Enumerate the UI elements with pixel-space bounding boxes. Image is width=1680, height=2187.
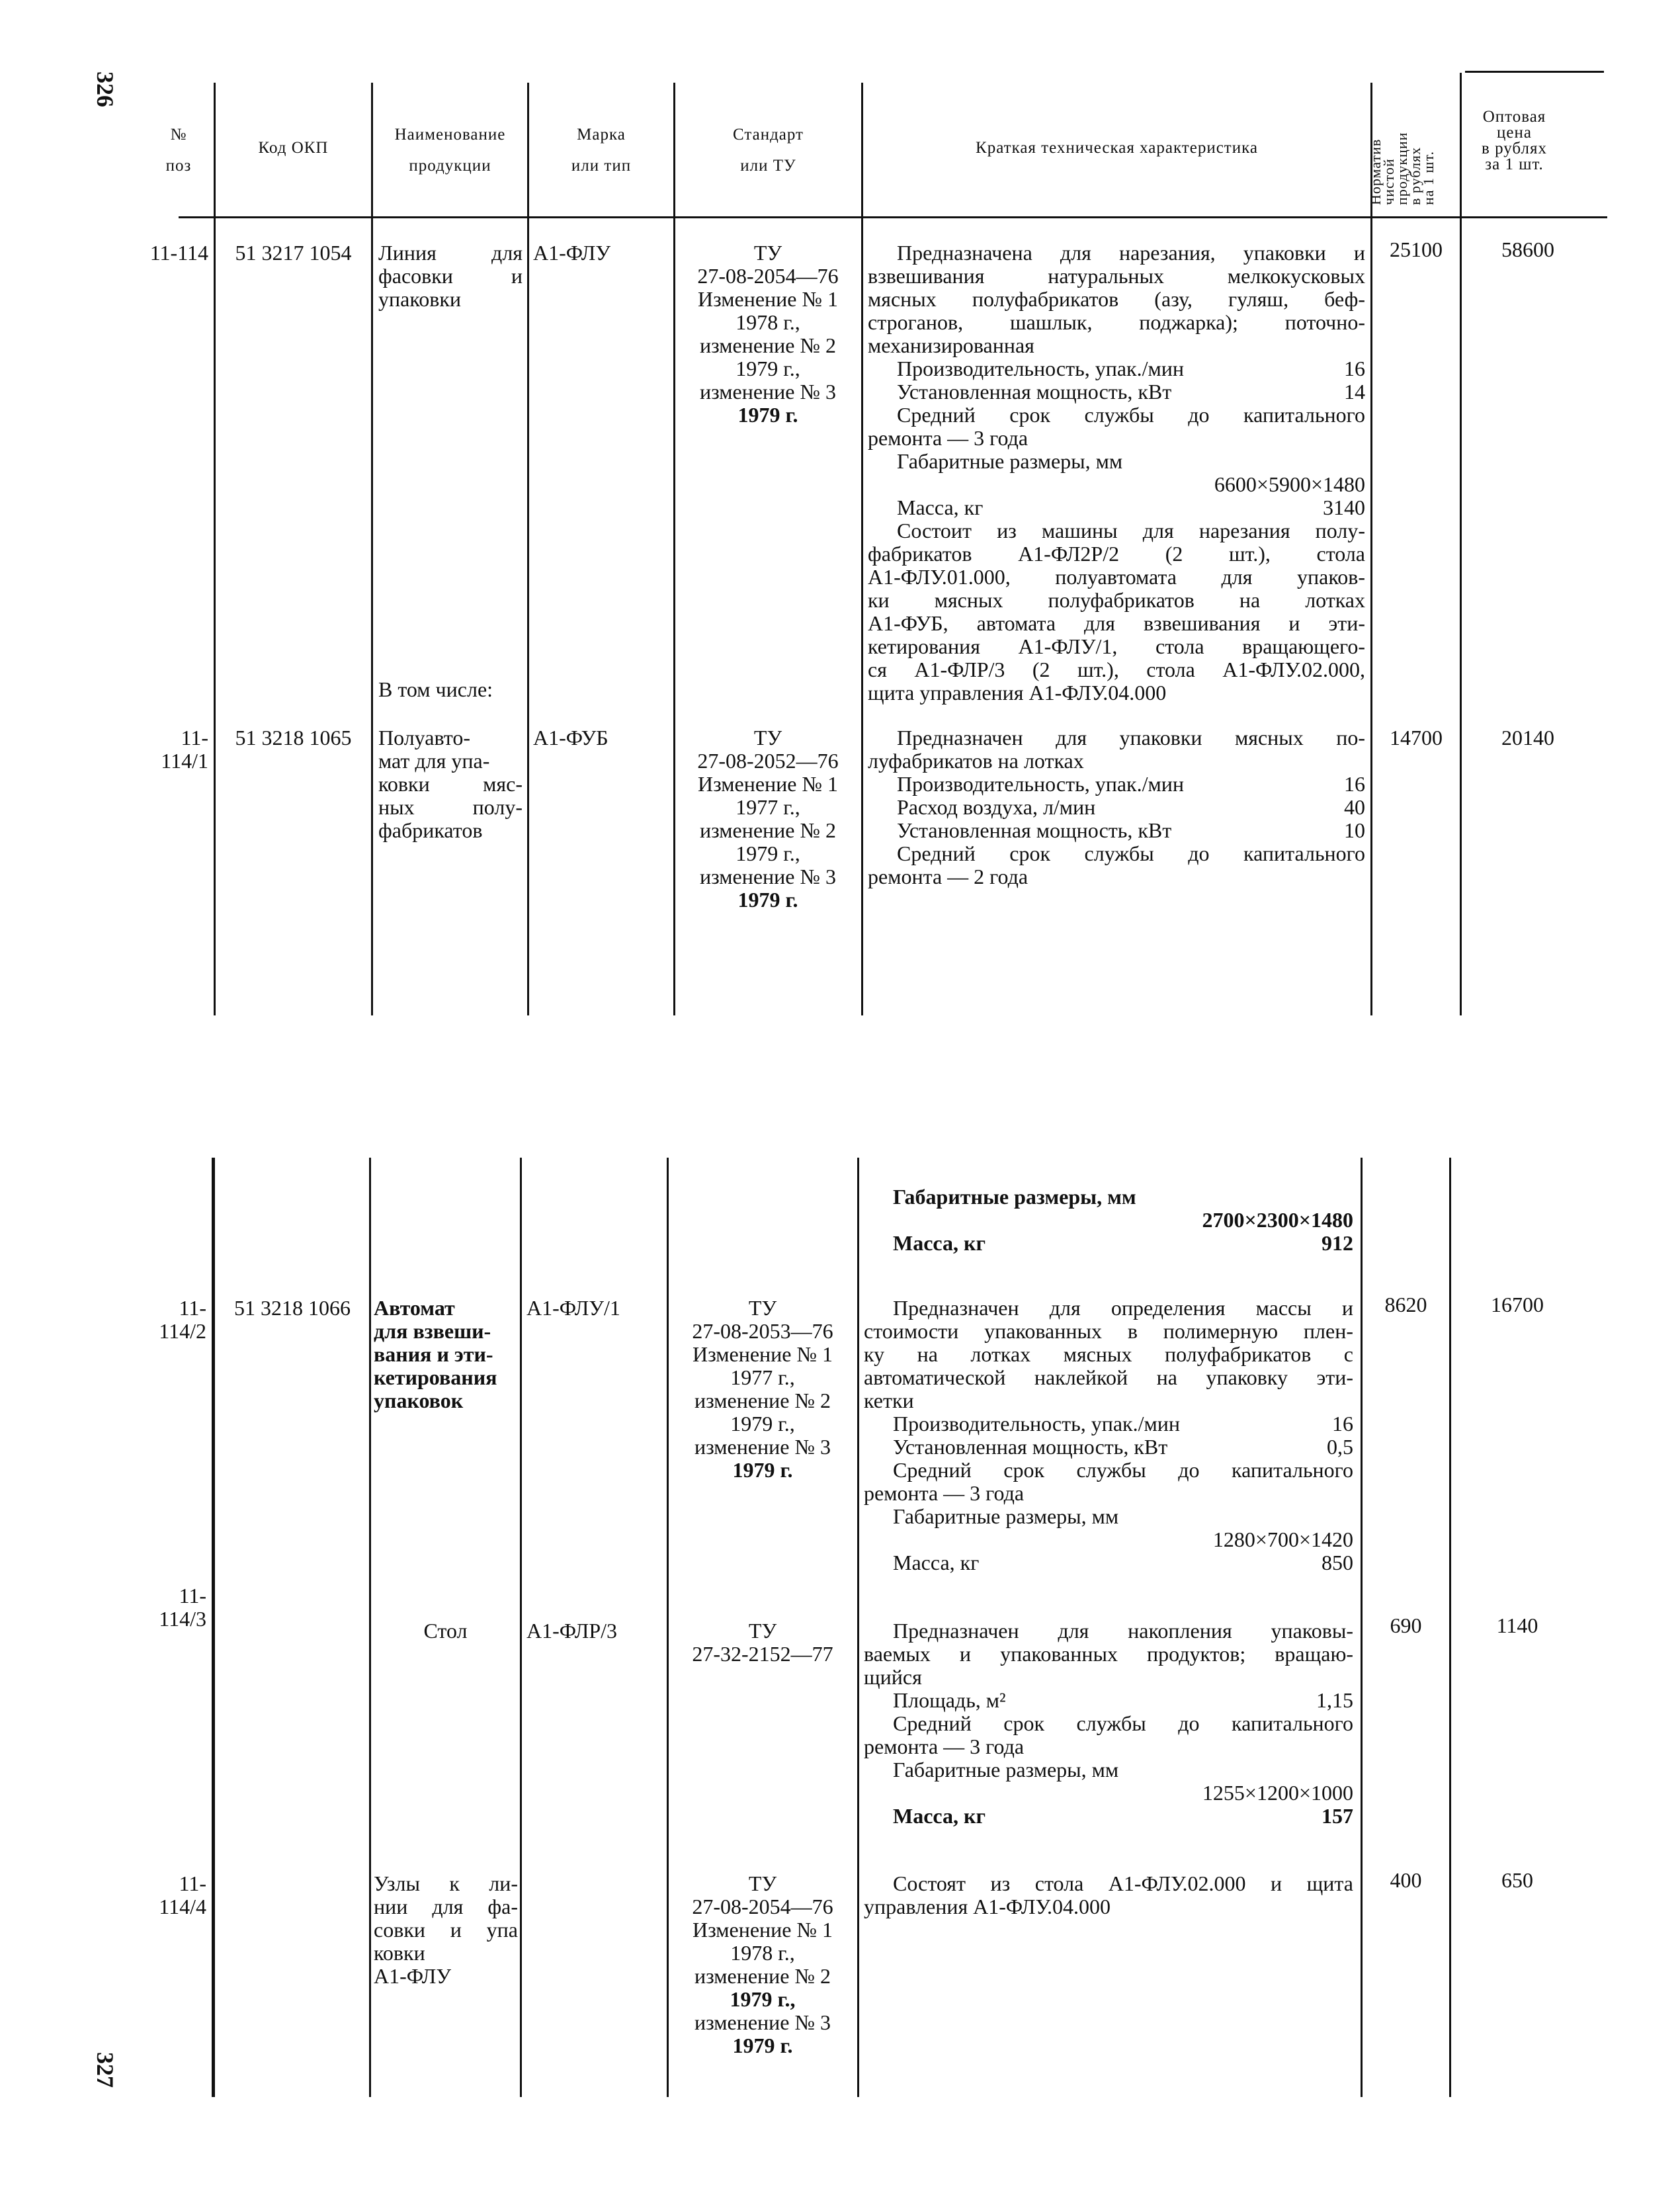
row-okp: 51 3218 1065 [235, 726, 352, 750]
row-pos: 11- 114/1 [161, 726, 208, 773]
header-standard: Стандарт или ТУ [733, 126, 804, 175]
row-description: Состоят из стола А1-ФЛУ.02.000 и щита управления А1-ФЛУ.04.000 [864, 1871, 1353, 1918]
row-standard: ТУ 27-08-2053—76 Изменение № 1 1977 г., изменение № 2 1979 г., изменение № 3 1979 г. [692, 1296, 833, 1482]
row-name: Автомат для взвеши- вания и эти- кетирования упаковок [374, 1296, 497, 1412]
row-standard: ТУ 27-08-2054—76 Изменение № 1 1978 г., изменение № 2 1979 г., изменение № 3 1979 г. [697, 241, 839, 427]
page-number-top: 326 [92, 71, 118, 107]
row-name: Полуавто- мат для упа- ковки мяс- ных полу- фабрикатов [378, 726, 523, 842]
row-norm: 25100 [1390, 237, 1443, 261]
carry-over-specs: Габаритные размеры, мм 2700×2300×1480 Масса, кг 912 [893, 1185, 1353, 1255]
row-pos: 11- 114/2 [159, 1296, 206, 1343]
row-price: 650 [1501, 1868, 1533, 1892]
row-name: Стол [423, 1619, 468, 1643]
row-description: Предназначен для упаковки мясных по- луфабрикатов на лотках Производительность, упак./мин 16 Расход воздуха, л/мин 40 Установленная мощность, кВт 10 Средний срок службы до капитального ремонта — 2 года [868, 726, 1365, 888]
row-norm: 8620 [1384, 1293, 1427, 1316]
row-description: Предназначен для определения массы и стоимости упакованных в полимерную плен- ку на лотках мясных полуфабрикатов с автоматической наклейкой на упаковку эти- кетки Производительность, упак./мин 16 Установленная мощность, кВт 0,5 Средний срок службы до капитального ремонта — 3 года Габаритные размеры, мм 1280×700×1420 Масса, кг 850 [864, 1296, 1353, 1574]
row-mark: А1-ФЛУ [533, 241, 610, 265]
row-subnote: В том числе: [378, 677, 493, 701]
row-norm: 400 [1390, 1868, 1422, 1892]
header-okp: Код ОКП [258, 139, 329, 157]
header-mark: Марка или тип [571, 126, 632, 175]
row-norm: 14700 [1390, 726, 1443, 750]
row-mark: А1-ФЛУ/1 [526, 1296, 620, 1320]
row-description: Предназначен для накопления упаковы- ваемых и упакованных продуктов; вращаю- щийся Площадь, м² 1,15 Средний срок службы до капитального ремонта — 3 года Габаритные размеры, мм 1255×1200×1000 Масса, кг 157 [864, 1619, 1353, 1828]
row-standard: ТУ 27-32-2152—77 [692, 1619, 833, 1666]
row-mark: А1-ФЛР/3 [526, 1619, 618, 1643]
row-okp: 51 3217 1054 [235, 241, 352, 265]
row-norm: 690 [1390, 1613, 1422, 1637]
header-pos: № поз [165, 126, 192, 175]
header-price: Оптовая цена в рублях за 1 шт. [1482, 108, 1547, 173]
row-price: 20140 [1501, 726, 1554, 750]
row-price: 58600 [1501, 237, 1554, 261]
header-norm: Норматив чистой продукции в рублях на 1 шт. [1367, 132, 1437, 205]
header-name: Наименование продукции [394, 126, 506, 175]
header-spec: Краткая техническая характеристика [976, 139, 1258, 157]
row-price: 1140 [1496, 1613, 1538, 1637]
row-name: Линия для фасовки и упаковки [378, 241, 523, 311]
row-name: Узлы к ли- нии для фа- совки и упа ковки А1-ФЛУ [374, 1871, 518, 1988]
row-description: Предназначена для нарезания, упаковки и взвешивания натуральных мелкокусковых мясных полуфабрикатов (азу, гуляш, беф- строганов, шашлык, поджарка); поточно- механизированная Производительность, упак./мин 16 Установленная мощность, кВт 14 Средний срок службы до капитального ремонта — 3 года Габаритные размеры, мм 6600×5900×1480 Масса, кг 3140 Состоит из машины для нарезания полу- фабрикатов А1-ФЛ2Р/2 (2 шт.), стола А1-ФЛУ.01.000, полуавтомата для упаков- ки мясных полуфабрикатов на лотках А1-ФУБ, автомата для взвешивания и эти- кетирования А1-ФЛУ/1, стола вращающего- ся А1-ФЛР/3 (2 шт.), стола А1-ФЛУ.02.000, щита управления А1-ФЛУ.04.000 [868, 241, 1365, 705]
row-standard: ТУ 27-08-2052—76 Изменение № 1 1977 г., изменение № 2 1979 г., изменение № 3 1979 г. [697, 726, 839, 912]
row-mark: А1-ФУБ [533, 726, 609, 750]
row-pos: 11-114 [149, 241, 208, 265]
row-okp: 51 3218 1066 [234, 1296, 351, 1320]
row-standard: ТУ 27-08-2054—76 Изменение № 1 1978 г., изменение № 2 1979 г., изменение № 3 1979 г. [692, 1871, 833, 2057]
row-pos: 11- 114/4 [159, 1871, 206, 1918]
row-pos: 11- 114/3 [159, 1584, 206, 1631]
row-price: 16700 [1491, 1293, 1544, 1316]
page-number-bottom: 327 [92, 2052, 118, 2088]
